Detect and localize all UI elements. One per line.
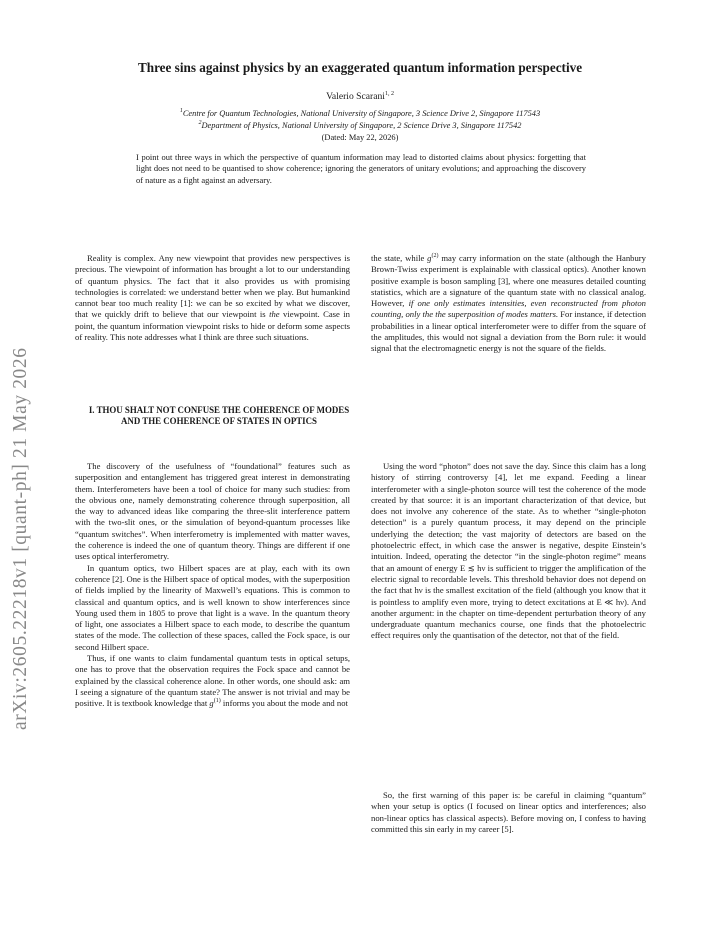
affiliation-1-text: Centre for Quantum Technologies, National University of Singapore, 3 Science Drive 2, Singapore 117543	[182, 109, 541, 118]
c1-g-superscript: (2)	[431, 253, 439, 259]
p3-text-a: Thus, if one wants to claim fundamental quantum tests in optical setups, one has to prove that the observation requires the Fock space and cannot be explained by the classical coherence alone. In other words, one should ask: am I seeing a signature of the quantum state? The answer is not trivial and may be positive. It is textbook knowledge that	[75, 653, 350, 709]
affiliation-2	[0, 121, 720, 130]
p3-text-b: informs you about the mode and not	[220, 698, 348, 709]
intro-text-a: Reality is complex. Any new viewpoint that provides new perspectives is precious. The viewpoint of information has brought a lot to our understanding of quantum physics. The fact that it also provides us with promising technologies is correlated: we understand better when we play. But humankind cannot bear too much reality [1]: we can be so excited by what we discover, that we quickly drift to believe that our viewpoint is	[75, 253, 350, 320]
right-block-top	[371, 253, 646, 355]
right-paragraph-continued	[371, 253, 646, 355]
p3-g-symbol: g	[209, 698, 214, 709]
right-block-middle	[371, 461, 646, 642]
paper-title: Three sins against physics by an exaggerated quantum information perspective	[137, 60, 583, 75]
author-name: Valerio Scarani	[326, 91, 385, 102]
intro-paragraph	[75, 253, 350, 343]
section-1-left-block	[75, 461, 350, 710]
c1-text-a: the state, while	[371, 253, 428, 263]
c1-text-b: may carry information on the state (although the Hanbury Brown-Twiss experiment is explainable with classical optics). Another known positive example is boson sampling [3], where one measures detailed counting statistics, which are a signature of the quantum state with no classical analog. However,	[371, 253, 646, 309]
section-1-paragraph-1: The discovery of the usefulness of “foundational” features such as superposition and entanglement has triggered great interest in demonstrating them. Interferometers have been a tool of choice for many such studies: from the obvious one, namely demonstrating coherence through superposition, all the way to advanced ideas like comparing the three-slit interference pattern with the two-slit ones, or the simulation of beyond-quantum processes like “quantum switches”. When interferometry is implemented with matter waves, the coherence is indeed the one of quantum theory. Things are different if one uses optical interferometry.	[75, 461, 350, 562]
c1-g-symbol: g	[427, 253, 432, 263]
intro-emphasis: the	[269, 309, 280, 320]
photon-paragraph: Using the word “photon” does not save the day. Since this claim has a long history of stirring controversy [4], let me expand. Feeding a linear interferometer with a single-photon source will test the coherence of the mode created by that source: it is an important characterization of that device, but does not involve any coherence of the state. As to whether “single-photon detection” is a purely quantum process, it may depend on the principle underlying the detection; the vast majority of detectors are based on the photoelectric effect, in which case the answer is negative, despite Einstein’s intuition. Indeed, operating the detector “in the single-photon regime” means that an amount of energy E ≲ hν is sufficient to trigger the amplification of the electric signal to recordable levels. This threshold behavior does not depend on the fact that hν is the smallest excitation of the field (although you know that it is pointless to amplify even more, trying to detect excitations at E ≪ hν). And another argument: in the chapter on time-dependent perturbation theory of any undergraduate quantum mechanics course, one finds that the photoelectric effect requires only the quantisation of the detector, not that of the field.	[371, 461, 646, 641]
right-block-bottom	[371, 790, 646, 835]
author-superscript: 1, 2	[384, 91, 394, 97]
affiliation-1-marker: 1	[179, 108, 183, 114]
c1-text-c: For instance, if detection probabilities in a linear optical interferometer were to differ from the square of the amplitudes, this would not signal a deviation from the Born rule: it would signal that the electromagnetic energy is not the square of the fields.	[371, 309, 647, 354]
abstract: I point out three ways in which the perspective of quantum information may lead to distorted claims about physics: forgetting that light does not need to be quantised to show coherence; ignoring the generators of unitary evolutions; and approaching the discovery of nature as a fight against an adversary.	[136, 152, 586, 185]
c1-emphasis: if one only estimates intensities, even reconstructed from photon counting, only the the superposition of modes matters.	[371, 298, 646, 320]
section-heading: I. THOU SHALT NOT CONFUSE THE COHERENCE OF MODES AND THE COHERENCE OF STATES IN OPTICS	[88, 405, 350, 427]
arxiv-sidebar-identifier: arXiv:2605.22218v1 [quant-ph] 21 May 2026	[10, 347, 31, 730]
section-1-paragraph-2: In quantum optics, two Hilbert spaces are at play, each with its own coherence [2]. One is the Hilbert space of optical modes, with the superposition of fields implied by the linearity of Maxwell’s equations. This is common to classical and quantum optics, and is well known to show interferences since Young used them in 1805 to prove that light is a wave. In the quantum theory of light, one associates a Hilbert space to each mode, to describe the quantum states of the mode. The collection of these spaces, called the Fock space, is our second Hilbert space.	[75, 562, 350, 652]
affiliation-2-marker: 2	[198, 120, 202, 126]
intro-block	[75, 253, 350, 343]
affiliation-1	[0, 109, 720, 118]
affiliation-2-text: Department of Physics, National University of Singapore, 2 Science Drive 3, Singapore 117542	[201, 121, 522, 130]
intro-text-b: viewpoint. Case in point, the quantum information viewpoint risks to hide or deform some aspects of reality. This note addresses what I think are three such situations.	[75, 309, 350, 343]
warning-paragraph: So, the first warning of this paper is: be careful in claiming “quantum” when your setup is optics (I focused on linear optics and interferences; also non-linear optics has classical aspects). Before moving on, I confess to having committed this sin early in my career [5].	[371, 790, 646, 834]
section-1-paragraph-3	[75, 653, 350, 709]
author-line	[0, 91, 720, 102]
p3-g-superscript: (1)	[213, 698, 221, 705]
dated-line: (Dated: May 22, 2026)	[321, 133, 399, 142]
